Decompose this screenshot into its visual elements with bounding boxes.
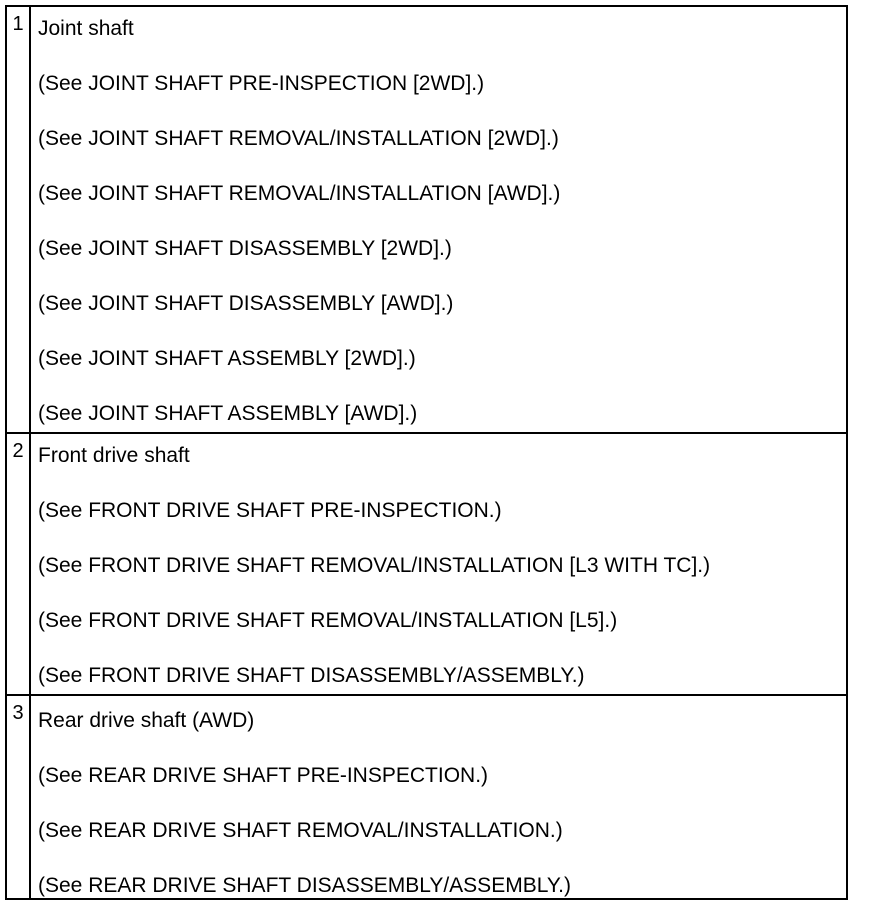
reference-link[interactable]: (See JOINT SHAFT DISASSEMBLY [2WD].) xyxy=(38,237,452,260)
reference-link[interactable]: (See FRONT DRIVE SHAFT PRE-INSPECTION.) xyxy=(38,499,502,522)
table-row xyxy=(7,434,846,696)
reference-link[interactable]: (See JOINT SHAFT ASSEMBLY [2WD].) xyxy=(38,347,416,370)
row-number: 2 xyxy=(7,434,31,694)
reference-link[interactable]: (See JOINT SHAFT PRE-INSPECTION [2WD].) xyxy=(38,72,485,95)
table-row xyxy=(7,696,846,900)
reference-link[interactable]: (See JOINT SHAFT DISASSEMBLY [AWD].) xyxy=(38,292,454,315)
reference-link[interactable]: (See REAR DRIVE SHAFT DISASSEMBLY/ASSEMBLY.) xyxy=(38,874,571,897)
row-content xyxy=(38,7,846,432)
reference-link[interactable]: (See JOINT SHAFT ASSEMBLY [AWD].) xyxy=(38,402,418,425)
row-number: 1 xyxy=(7,7,31,432)
row-title: Joint shaft xyxy=(38,17,134,40)
row-title: Front drive shaft xyxy=(38,444,190,467)
reference-link[interactable]: (See JOINT SHAFT REMOVAL/INSTALLATION [2WD].) xyxy=(38,127,559,150)
row-number: 3 xyxy=(7,696,31,900)
table-row xyxy=(7,7,846,434)
reference-link[interactable]: (See FRONT DRIVE SHAFT REMOVAL/INSTALLATION [L3 WITH TC].) xyxy=(38,554,711,577)
row-title: Rear drive shaft (AWD) xyxy=(38,709,255,732)
row-content xyxy=(38,696,846,900)
row-content xyxy=(38,434,846,694)
reference-link[interactable]: (See REAR DRIVE SHAFT PRE-INSPECTION.) xyxy=(38,764,489,787)
reference-link[interactable]: (See REAR DRIVE SHAFT REMOVAL/INSTALLATION.) xyxy=(38,819,563,842)
reference-table xyxy=(5,5,848,900)
reference-link[interactable]: (See FRONT DRIVE SHAFT REMOVAL/INSTALLATION [L5].) xyxy=(38,609,618,632)
reference-link[interactable]: (See JOINT SHAFT REMOVAL/INSTALLATION [AWD].) xyxy=(38,182,561,205)
reference-link[interactable]: (See FRONT DRIVE SHAFT DISASSEMBLY/ASSEMBLY.) xyxy=(38,664,585,687)
